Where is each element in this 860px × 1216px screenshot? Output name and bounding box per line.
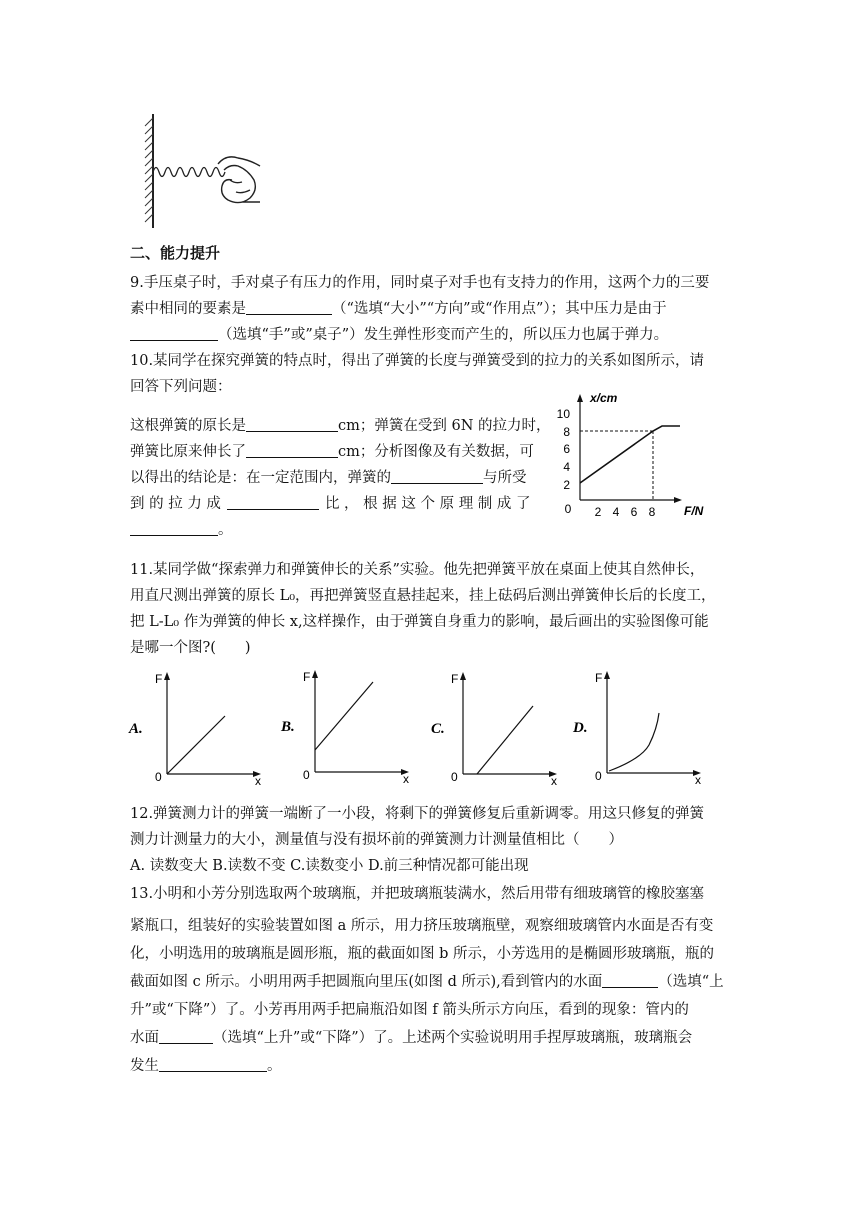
q10-text: 。 (218, 522, 233, 538)
option-c-graph[interactable] (431, 672, 557, 788)
q11-line1: 11.某同学做“探索弹力和弹簧伸长的关系”实验。他先把弹簧平放在桌面上使其自然伸长， (130, 562, 705, 578)
q10-line7 (130, 520, 233, 540)
option-a-graph[interactable] (128, 672, 261, 788)
origin-label: 0 (564, 502, 572, 516)
q10-text: 到 的 拉 力 成 (130, 496, 221, 512)
x-axis-label: F/N (684, 504, 704, 518)
y-tick-10: 10 (556, 407, 570, 421)
q11-line3: 把 L-L₀ 作为弹簧的伸长 x,这样操作，由于弹簧自身重力的影响，最后画出的实验图像可能 (130, 614, 709, 630)
option-d-graph[interactable] (572, 671, 701, 787)
q10-text: cm；分析图像及有关数据，可 (338, 444, 534, 460)
q10-answer-blank-2[interactable] (246, 443, 338, 458)
option-b-x-label: x (403, 772, 409, 786)
q10-text: 这根弹簧的原长是 (130, 418, 246, 434)
option-d-label: D. (573, 720, 588, 736)
q9-line3 (130, 325, 668, 345)
data-line (580, 426, 680, 483)
option-d-y-label: F (595, 671, 603, 685)
q9-line1: 9.手压桌子时，手对桌子有压力的作用，同时桌子对手也有支持力的作用，这两个力的三要 (130, 275, 710, 291)
q10-line3 (130, 416, 551, 436)
q13-text: 发生 (130, 1058, 159, 1074)
q13-line2: 紧瓶口，组装好的实验装置如图 a 所示，用力挤压玻璃瓶壁，观察细玻璃管内水面是否有变 (130, 918, 714, 934)
q13-answer-blank-3[interactable] (159, 1057, 267, 1072)
q12-line2: 测力计测量力的大小，测量值与没有损坏前的弹簧测力计测量值相比（ ） (130, 832, 623, 848)
q10-length-force-chart (556, 390, 720, 525)
option-b-label: B. (281, 719, 295, 735)
y-tick-4: 4 (563, 460, 570, 474)
q10-line4 (130, 442, 534, 462)
q13-line7 (130, 1056, 282, 1076)
option-a-origin: 0 (155, 770, 162, 784)
option-c-origin: 0 (451, 770, 458, 784)
option-a-label: A. (129, 721, 143, 737)
q13-answer-blank-1[interactable] (602, 973, 658, 988)
option-b-y-label: F (303, 670, 311, 684)
option-d-x-label: x (695, 773, 701, 787)
option-d-curve (609, 713, 659, 771)
q10-line2: 回答下列问题： (130, 379, 232, 395)
q10-answer-blank-5[interactable] (130, 521, 218, 536)
option-a-y-label: F (155, 672, 163, 686)
q13-text: （选填“上 (658, 974, 724, 990)
q9-text: 素中相同的要素是 (130, 301, 246, 317)
x-tick-2: 2 (594, 505, 602, 519)
section-title: 二、能力提升 (130, 244, 221, 262)
q13-line5: 升”或“下降”）了。小芳再用两手把扁瓶沿如图 f 箭头所示方向压，看到的现象：管内的 (130, 1002, 689, 1018)
y-axis-arrow (577, 394, 583, 402)
option-a-x-label: x (255, 774, 261, 788)
q13-line6 (130, 1028, 692, 1048)
q9-answer-blank-1[interactable] (246, 300, 332, 315)
q12-options: A. 读数变大 B.读数不变 C.读数变小 D.前三种情况都可能出现 (130, 858, 529, 874)
q10-text: 以得出的结论是：在一定范围内，弹簧的 (130, 470, 391, 486)
option-c-x-label: x (551, 774, 557, 788)
q10-text: 弹簧比原来伸长了 (130, 444, 246, 460)
q10-answer-blank-1[interactable] (246, 417, 338, 432)
q9-answer-blank-2[interactable] (130, 326, 218, 341)
q13-text: （选填“上升”或“下降”）了。上述两个实验说明用手捏厚玻璃瓶，玻璃瓶会 (213, 1030, 693, 1046)
q13-text: 。 (267, 1058, 282, 1074)
q13-answer-blank-2[interactable] (159, 1029, 213, 1044)
q9-text: （选填“手”或”桌子”）发生弹性形变而产生的，所以压力也属于弹力。 (218, 327, 669, 343)
option-c-label: C. (431, 721, 445, 737)
q10-text: 与所受 (483, 470, 527, 486)
y-tick-6: 6 (563, 442, 570, 456)
y-tick-2: 2 (563, 478, 570, 492)
y-axis-label: x/cm (590, 391, 618, 405)
x-axis-arrow (674, 497, 682, 503)
y-tick-8: 8 (563, 425, 570, 439)
q13-line1: 13.小明和小芳分别选取两个玻璃瓶，并把玻璃瓶装满水，然后用带有细玻璃管的橡胶塞塞 (130, 886, 705, 902)
q10-answer-blank-3[interactable] (391, 469, 483, 484)
option-c-line (477, 706, 533, 774)
q11-option-graphs (125, 668, 720, 790)
option-a-line (167, 716, 225, 774)
q11-line2: 用直尺测出弹簧的原长 L₀，再把弹簧竖直悬挂起来，挂上砝码后测出弹簧伸长后的长度工， (130, 588, 716, 604)
q9-line2 (130, 299, 667, 319)
option-b-graph[interactable] (280, 670, 409, 786)
q13-line3: 化，小明选用的玻璃瓶是圆形瓶，瓶的截面如图 b 所示，小芳选用的是椭圆形玻璃瓶，瓶的 (130, 946, 714, 962)
x-tick-4: 4 (612, 505, 620, 519)
q10-text: 比 ， 根 据 这 个 原 理 制 成 了 (324, 496, 531, 512)
q13-text: 水面 (130, 1030, 159, 1046)
option-d-origin: 0 (595, 769, 602, 783)
q10-answer-blank-4[interactable] (227, 495, 319, 510)
q10-line1: 10.某同学在探究弹簧的特点时，得出了弹簧的长度与弹簧受到的拉力的关系如图所示，请 (130, 353, 705, 369)
q13-line4 (130, 972, 724, 992)
option-b-origin: 0 (303, 768, 310, 782)
option-b-line (315, 682, 373, 750)
q9-text: （“选填“大小”“方向”或“作用点”）；其中压力是由于 (332, 301, 667, 317)
q10-line5 (130, 468, 527, 488)
q12-line1: 12.弹簧测力计的弹簧一端断了一小段，将剩下的弹簧修复后重新调零。用这只修复的弹簧 (130, 806, 705, 822)
q13-text: 截面如图 c 所示。小明用两手把圆瓶向里压(如图 d 所示),看到管内的水面 (130, 974, 603, 990)
x-tick-6: 6 (630, 505, 638, 519)
q10-text: cm；弹簧在受到 6N 的拉力时， (338, 418, 551, 434)
x-tick-8: 8 (648, 505, 656, 519)
option-c-y-label: F (451, 672, 459, 686)
q10-line6 (130, 494, 531, 514)
q11-line4: 是哪一个图?( ) (130, 640, 251, 656)
spring-hand-illustration (138, 112, 263, 232)
